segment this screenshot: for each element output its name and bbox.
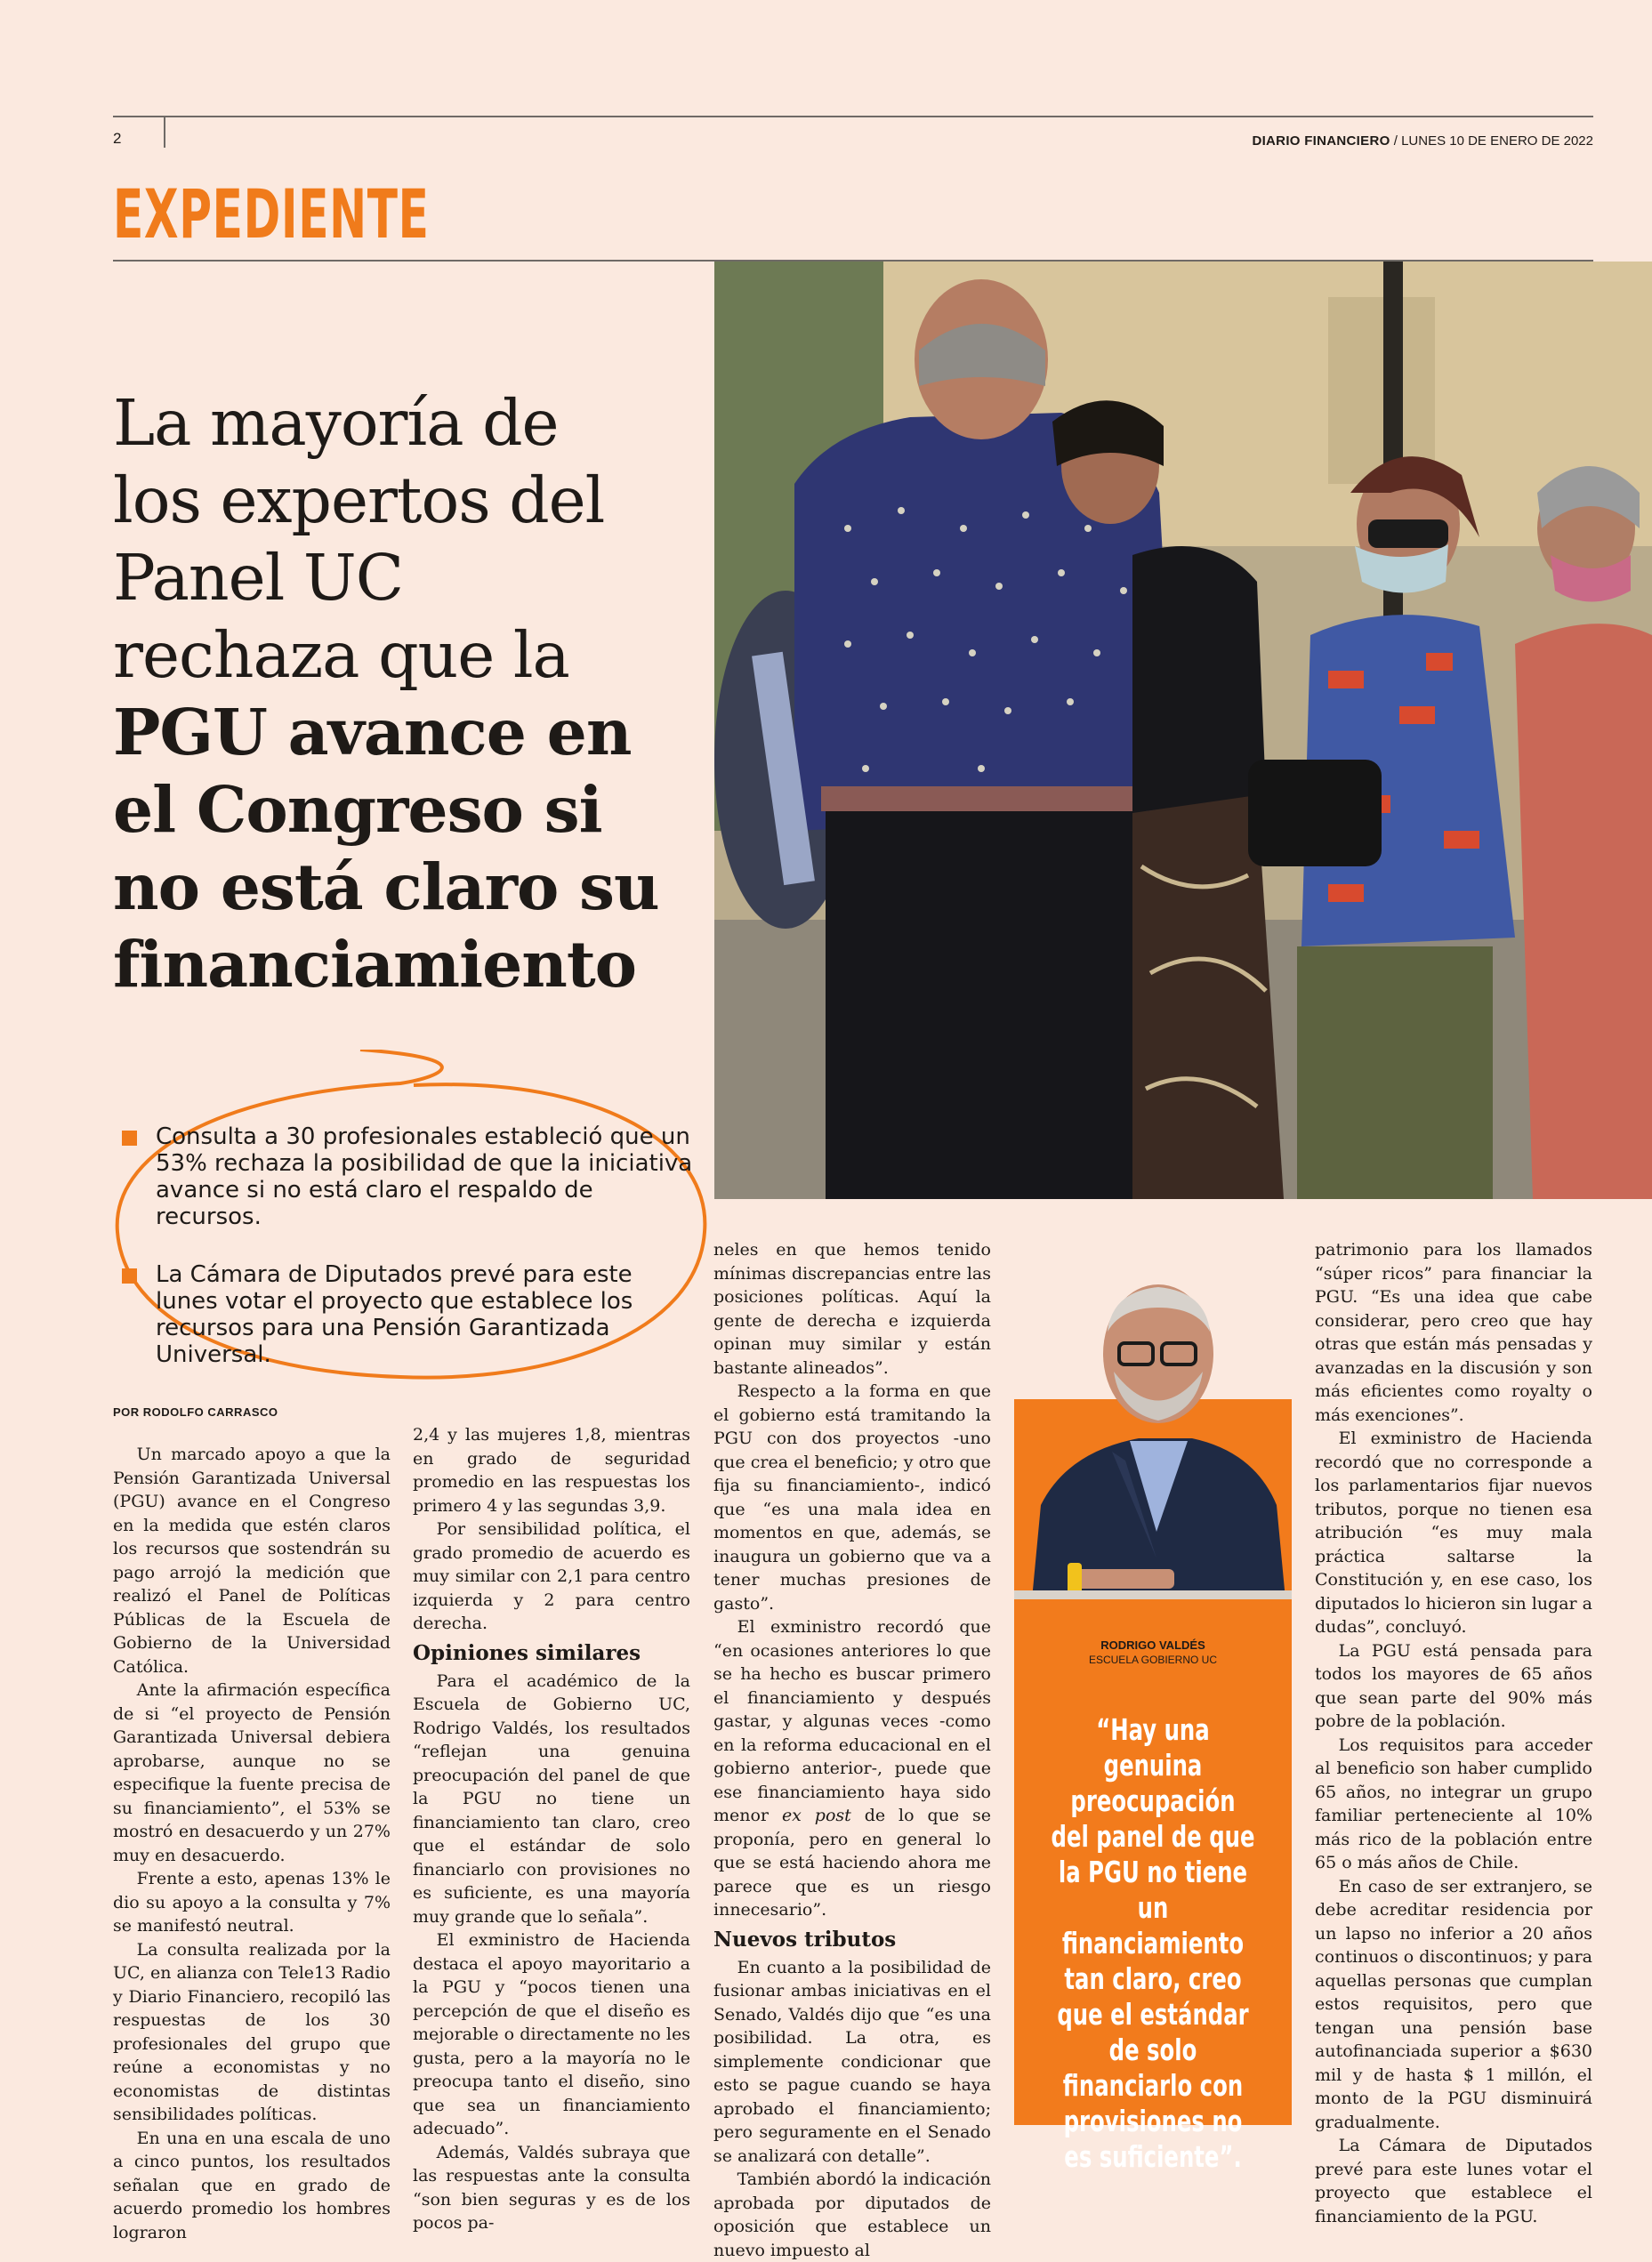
- publication-name: DIARIO FINANCIERO: [1252, 133, 1390, 149]
- publication-date: / LUNES 10 DE ENERO DE 2022: [1390, 133, 1593, 149]
- paragraph: Por sensibilidad política, el grado promedio de acuerdo es muy similar con 2,1 para centro izquierda y 2 para centro derecha.: [413, 1519, 690, 1633]
- headline-line-bold: PGU avance en: [113, 695, 632, 769]
- headline-line-bold: el Congreso si: [113, 772, 602, 847]
- paragraph: patrimonio para los llamados “súper ricos” para financiar la PGU. “Es una idea que cabe considerar, pero creo que hay otras que están más pensadas y avanzadas en la discusión y son más eficientes como royalty o más exenciones”.: [1315, 1240, 1592, 1425]
- article-column-3: [713, 1238, 991, 2262]
- headline-line: rechaza que la: [113, 618, 569, 692]
- masthead: [1252, 133, 1593, 149]
- bullet-item: [125, 1123, 695, 1230]
- page-number: 2: [113, 130, 122, 147]
- paragraph: Ante la afirmación específica de si “el proyecto de Pensión Garantizada Universal debiera aprobarse, aunque no se especifique la fuente precisa de su financiamiento”, el 53% se mostró en desacuerdo y un 27% muy en desacuerdo.: [113, 1680, 391, 1865]
- headline-line: La mayoría de: [113, 386, 559, 460]
- paragraph: 2,4 y las mujeres 1,8, mientras en grado de seguridad promedio en las respuestas los primero 4 y las segundas 3,9.: [413, 1425, 690, 1516]
- italic-term: ex post: [781, 1806, 851, 1825]
- headline-line: los expertos del: [113, 463, 605, 537]
- paragraph: Un marcado apoyo a que la Pensión Garantizada Universal (PGU) avance en el Congreso en la medida que estén claros los recursos que sostendrán su pago arrojó la medición que realizó el Panel de Políticas Públicas de la Escuela de Gobierno de la Universidad Católica.: [113, 1445, 391, 1677]
- headline-line-bold: financiamiento: [113, 927, 637, 1002]
- paragraph-text: de lo que se proponía, pero en general lo que se está haciendo ahora me parece que es un riesgo innecesario”.: [713, 1806, 991, 1920]
- header-rule: [113, 116, 1593, 117]
- subheading: Opiniones similares: [413, 1640, 641, 1665]
- portrait-photo: [1014, 1238, 1292, 1599]
- bullet-text: La Cámara de Diputados prevé para este lunes votar el proyecto que establece los recursos para una Pensión Garantizada Universal.: [156, 1261, 633, 1368]
- paragraph: El exministro de Hacienda recordó que no corresponde a los parlamentarios fijar nuevos tributos, porque no tienen esa atribución “es muy mala práctica saltarse la Constitución y, en ese caso, los diputados lo hicieron sin lugar a dudas”, concluyó.: [1315, 1429, 1592, 1637]
- paragraph: [713, 1615, 991, 1922]
- caption-name: RODRIGO VALDÉS: [1100, 1638, 1205, 1652]
- caption-role: ESCUELA GOBIERNO UC: [1088, 1654, 1218, 1666]
- bullet-square-icon: [122, 1268, 137, 1284]
- pull-quote: “Hay una genuina preocupación del panel de que la PGU no tiene un financiamiento tan claro, creo que el estándar de solo financiarlo con provisiones no es suficiente”.: [1051, 1712, 1255, 2174]
- paragraph: Frente a esto, apenas 13% le dio su apoyo a la consulta y 7% se manifestó neutral.: [113, 1869, 391, 1936]
- paragraph: neles en que hemos tenido mínimas discrepancias entre las posiciones políticas. Aquí la gente de derecha e izquierda opinan muy similar y están bastante alineados”.: [713, 1240, 991, 1378]
- headline-line-bold: no está claro su: [113, 849, 659, 924]
- paragraph: En una en una escala de uno a cinco puntos, los resultados señalan que en grado de acuerdo promedio los hombres lograron: [113, 2128, 391, 2242]
- paragraph: Para el académico de la Escuela de Gobierno UC, Rodrigo Valdés, los resultados “reflejan una genuina preocupación del panel de que la PGU no tiene un financiamiento tan claro, creo que el estándar de solo financiarlo con provisiones no es suficiente, es una mayoría muy grande que lo señala”.: [413, 1670, 690, 1927]
- photo-caption: [1014, 1638, 1292, 1667]
- paragraph: La PGU está pensada para todos los mayores de 65 años que sean parte del 90% más pobre de la población.: [1315, 1640, 1592, 1731]
- paragraph: Los requisitos para acceder al beneficio son haber cumplido 65 años, no integrar un grupo familiar perteneciente al 10% más rico de la población entre 65 o más años de Chile.: [1315, 1735, 1592, 1872]
- bullet-item: [125, 1261, 695, 1368]
- section-title: EXPEDIENTE: [113, 174, 430, 254]
- paragraph-text: El exministro recordó que “en ocasiones anteriores lo que se ha hecho es buscar primero el financiamiento y después gastar, y algunas veces -como en la reforma educacional en el gobierno anterior-, puede que ese financiamiento haya sido menor: [713, 1617, 991, 1825]
- header-rule-tick: [164, 116, 165, 148]
- article-column-5: [1315, 1238, 1592, 2228]
- paragraph: La consulta realizada por la UC, en alianza con Tele13 Radio y Diario Financiero, recopiló las respuestas de los 30 profesionales del grupo que reúne a economistas y no economistas de distintas sensibilidades políticas.: [113, 1939, 391, 2124]
- paragraph: También abordó la indicación aprobada por diputados de oposición que establece un nuevo impuesto al: [713, 2169, 991, 2260]
- headline: [113, 384, 718, 1003]
- main-photo: [714, 262, 1652, 1199]
- bullet-square-icon: [122, 1131, 137, 1146]
- paragraph: Respecto a la forma en que el gobierno está tramitando la PGU con dos proyectos -uno que crea el beneficio; y otro que fija su financiamiento-, indicó que “es una mala idea en momentos en que, además, se inaugura un gobierno que va a tener muchas presiones de gasto”.: [713, 1381, 991, 1614]
- byline: POR RODOLFO CARRASCO: [113, 1405, 278, 1419]
- article-column-1: [113, 1443, 391, 2244]
- headline-line: Panel UC: [113, 541, 404, 615]
- article-column-2: [413, 1423, 690, 2235]
- paragraph: El exministro de Hacienda destaca el apoyo mayoritario a la PGU y “pocos tienen una percepción de que el diseño es mejorable o directamente no les gusta, pero a la mayoría no le preocupa tanto el diseño, sino que sea un financiamiento adecuado”.: [413, 1930, 690, 2138]
- bullet-text: Consulta a 30 profesionales estableció que un 53% rechaza la posibilidad de que la iniciativa avance si no está claro el respaldo de recursos.: [156, 1123, 693, 1230]
- paragraph: En caso de ser extranjero, se debe acreditar residencia por un lapso no inferior a 20 años continuos o discontinuos; y para aquellas personas que cumplan estos requisitos, pero que tengan una pensión base autofinanciada superior a $630 mil y de hasta $ 1 millón, el monto de la PGU disminuirá gradualmente.: [1315, 1876, 1593, 2132]
- paragraph: Además, Valdés subraya que las respuestas ante la consulta “son bien seguras y es de los pocos pa-: [413, 2142, 690, 2233]
- subheading: Nuevos tributos: [713, 1927, 897, 1952]
- paragraph: La Cámara de Diputados prevé para este lunes votar el proyecto que establece el financiamiento de la PGU.: [1315, 2136, 1592, 2226]
- paragraph: En cuanto a la posibilidad de fusionar ambas iniciativas en el Senado, Valdés dijo que “es una posibilidad. La otra, es simplemente condicionar que esto se pague cuando se haya aprobado el financiamiento; pero seguramente en el Senado se analizará con detalle”.: [713, 1957, 991, 2166]
